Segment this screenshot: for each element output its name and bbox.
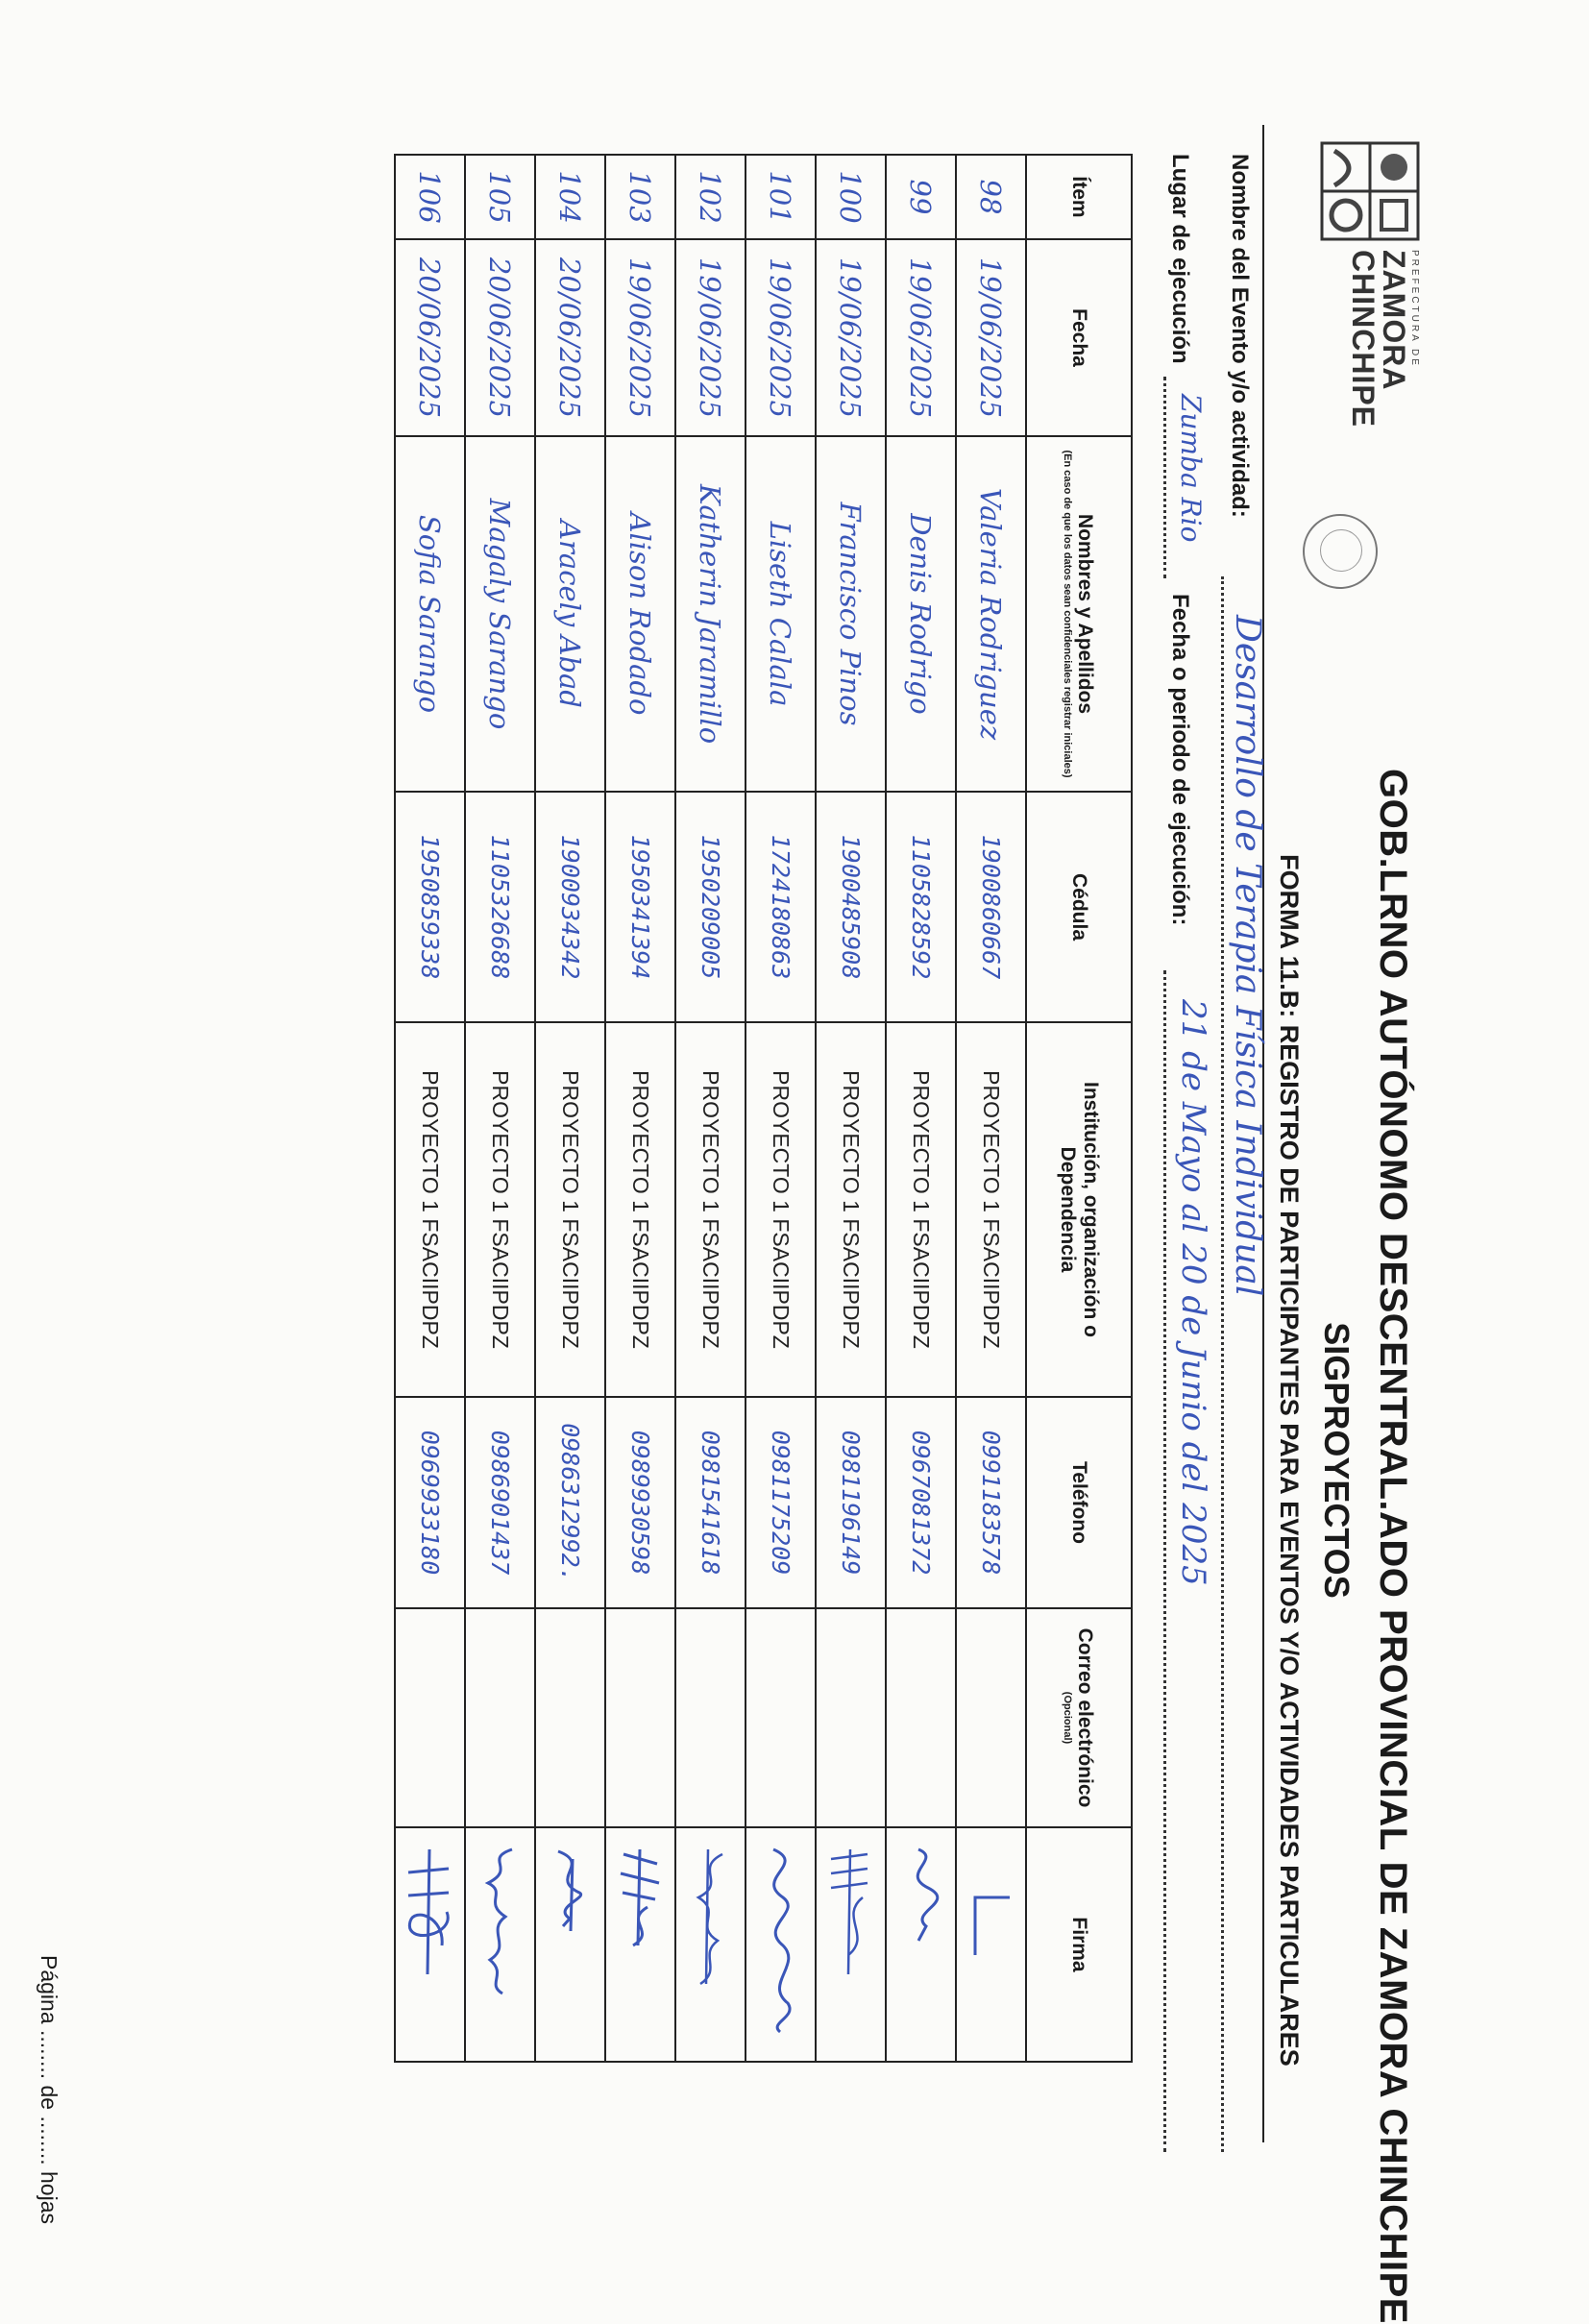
- cell-item: 103: [605, 155, 675, 239]
- cell-institucion: PROYECTO 1 FSACIIPDPZ: [956, 1022, 1026, 1397]
- cell-telefono: 0981196149: [816, 1397, 886, 1608]
- cell-nombre: Magaly Sarango: [465, 436, 535, 792]
- table-row: [816, 155, 886, 2062]
- cell-correo: [605, 1608, 675, 1827]
- cell-correo: [886, 1608, 956, 1827]
- cell-cedula: 1900860667: [956, 792, 1026, 1022]
- cell-telefono: 0981175209: [746, 1397, 816, 1608]
- cell-cedula: 1724180863: [746, 792, 816, 1022]
- signature-mark: [753, 1840, 807, 2051]
- period-dotted-line: [1163, 970, 1166, 2152]
- cell-nombre: Katherin Jaramillo: [675, 436, 746, 792]
- event-name-label: Nombre del Evento y/o actividad:: [1227, 154, 1253, 518]
- event-name-value: Desarrollo de Terapia Física Individual: [1228, 615, 1267, 1297]
- cell-institucion: PROYECTO 1 FSACIIPDPZ: [395, 1022, 465, 1397]
- cell-institucion: PROYECTO 1 FSACIIPDPZ: [535, 1022, 605, 1397]
- place-value: Zumba Rio: [1175, 394, 1207, 543]
- cell-institucion: PROYECTO 1 FSACIIPDPZ: [746, 1022, 816, 1397]
- period-value: 21 de Mayo al 20 de Junio del 2025: [1174, 999, 1212, 1586]
- header-institucion: Institución, organización o Dependencia: [1026, 1022, 1132, 1397]
- cell-nombre: Aracely Abad: [535, 436, 605, 792]
- cell-firma: [956, 1827, 1026, 2062]
- header-fecha: Fecha: [1026, 239, 1132, 436]
- cell-item: 101: [746, 155, 816, 239]
- cell-telefono: 0986901437: [465, 1397, 535, 1608]
- table-header-row: [1026, 155, 1132, 2062]
- cell-item: 104: [535, 155, 605, 239]
- cell-item: 100: [816, 155, 886, 239]
- cell-firma: [535, 1827, 605, 2062]
- cell-firma: [465, 1827, 535, 2062]
- logo-line-1: PREFECTURA DE: [1409, 250, 1420, 368]
- cell-telefono: 0989930598: [605, 1397, 675, 1608]
- cell-fecha: 20/06/2025: [395, 239, 465, 436]
- logo-line-2: ZAMORA: [1377, 250, 1411, 391]
- cell-cedula: 1900485908: [816, 792, 886, 1022]
- header-correo: [1026, 1608, 1132, 1827]
- cell-correo: [675, 1608, 746, 1827]
- cell-item: 105: [465, 155, 535, 239]
- cell-correo: [535, 1608, 605, 1827]
- cell-firma: [746, 1827, 816, 2062]
- place-dotted-line: [1163, 377, 1166, 578]
- cell-cedula: 1950859338: [395, 792, 465, 1022]
- cell-fecha: 20/06/2025: [535, 239, 605, 436]
- cell-cedula: 1900934342: [535, 792, 605, 1022]
- table-row: [675, 155, 746, 2062]
- participants-table: [394, 154, 1133, 2063]
- cell-correo: [816, 1608, 886, 1827]
- cell-fecha: 20/06/2025: [465, 239, 535, 436]
- cell-item: 99: [886, 155, 956, 239]
- table-row: [395, 155, 465, 2062]
- table-row: [535, 155, 605, 2062]
- signature-mark: [543, 1840, 597, 2051]
- cell-cedula: 1950341394: [605, 792, 675, 1022]
- cell-firma: [886, 1827, 956, 2062]
- header-telefono: Teléfono: [1026, 1397, 1132, 1608]
- table-row: [956, 155, 1026, 2062]
- cell-fecha: 19/06/2025: [675, 239, 746, 436]
- cell-institucion: PROYECTO 1 FSACIIPDPZ: [886, 1022, 956, 1397]
- cell-firma: [816, 1827, 886, 2062]
- cell-fecha: 19/06/2025: [956, 239, 1026, 436]
- table-row: [746, 155, 816, 2062]
- signature-mark: [473, 1840, 526, 2051]
- cell-nombre: Alison Rodado: [605, 436, 675, 792]
- table-row: [465, 155, 535, 2062]
- cell-telefono: 0981541618: [675, 1397, 746, 1608]
- header-cedula: Cédula: [1026, 792, 1132, 1022]
- event-name-dotted-line: [1221, 576, 1224, 2152]
- header-correo-label: Correo electrónico: [1074, 1627, 1097, 1808]
- cell-item: 98: [956, 155, 1026, 239]
- cell-nombre: Francisco Pinos: [816, 436, 886, 792]
- period-label: Fecha o periodo de ejecución:: [1167, 594, 1193, 926]
- cell-firma: [395, 1827, 465, 2062]
- cell-fecha: 19/06/2025: [746, 239, 816, 436]
- signature-mark: [964, 1840, 1017, 2051]
- cell-cedula: 1105326688: [465, 792, 535, 1022]
- cell-nombre: Denis Rodrigo: [886, 436, 956, 792]
- header-nombres: [1026, 436, 1132, 792]
- cell-telefono: 0991183578: [956, 1397, 1026, 1608]
- header-firma: Firma: [1026, 1827, 1132, 2062]
- signature-mark: [683, 1840, 737, 2051]
- signature-mark: [893, 1840, 947, 2051]
- signature-mark: [403, 1840, 456, 2051]
- cell-institucion: PROYECTO 1 FSACIIPDPZ: [465, 1022, 535, 1397]
- institution-seal: [1303, 514, 1378, 589]
- table-row: [605, 155, 675, 2062]
- logo-line-3: CHINCHIPE: [1346, 250, 1381, 428]
- cell-item: 102: [675, 155, 746, 239]
- cell-institucion: PROYECTO 1 FSACIIPDPZ: [816, 1022, 886, 1397]
- header-nombres-label: Nombres y Apellidos: [1074, 513, 1097, 715]
- system-title: SIGPROYECTOS: [1317, 1322, 1357, 1599]
- cell-nombre: Liseth Calala: [746, 436, 816, 792]
- cell-cedula: 1950209005: [675, 792, 746, 1022]
- cell-cedula: 1105828592: [886, 792, 956, 1022]
- place-label: Lugar de ejecución: [1167, 154, 1193, 364]
- form-title: FORMA 11.B: REGISTRO DE PARTICIPANTES PARA EVENTOS Y/O ACTIVIDADES PARTICULARES: [1275, 854, 1304, 2067]
- cell-correo: [395, 1608, 465, 1827]
- cell-fecha: 19/06/2025: [605, 239, 675, 436]
- logo-text: [1348, 250, 1420, 428]
- organization-title: GOB.LRNO AUTÓNOMO DESCENTRAL.ADO PROVINCIAL DE ZAMORA CHINCHIPE: [1372, 769, 1414, 2324]
- signature-mark: [613, 1840, 667, 2051]
- signature-mark: [823, 1840, 877, 2051]
- table-row: [886, 155, 956, 2062]
- cell-correo: [746, 1608, 816, 1827]
- cell-correo: [465, 1608, 535, 1827]
- header-item: Ítem: [1026, 155, 1132, 239]
- cell-institucion: PROYECTO 1 FSACIIPDPZ: [605, 1022, 675, 1397]
- header-correo-note: (Opcional): [1061, 1691, 1073, 1745]
- cell-telefono: 0967081372: [886, 1397, 956, 1608]
- cell-item: 106: [395, 155, 465, 239]
- cell-telefono: 0986312992.: [535, 1397, 605, 1608]
- cell-institucion: PROYECTO 1 FSACIIPDPZ: [675, 1022, 746, 1397]
- cell-nombre: Sofia Sarango: [395, 436, 465, 792]
- cell-fecha: 19/06/2025: [816, 239, 886, 436]
- page-footer: Página ........ de ........ hojas: [37, 1955, 61, 2224]
- cell-firma: [675, 1827, 746, 2062]
- cell-fecha: 19/06/2025: [886, 239, 956, 436]
- cell-telefono: 0969933180: [395, 1397, 465, 1608]
- cell-nombre: Valeria Rodriguez: [956, 436, 1026, 792]
- header-nombres-note: (En caso de que los datos sean confidenciales registrar iniciales): [1061, 450, 1073, 778]
- cell-correo: [956, 1608, 1026, 1827]
- cell-firma: [605, 1827, 675, 2062]
